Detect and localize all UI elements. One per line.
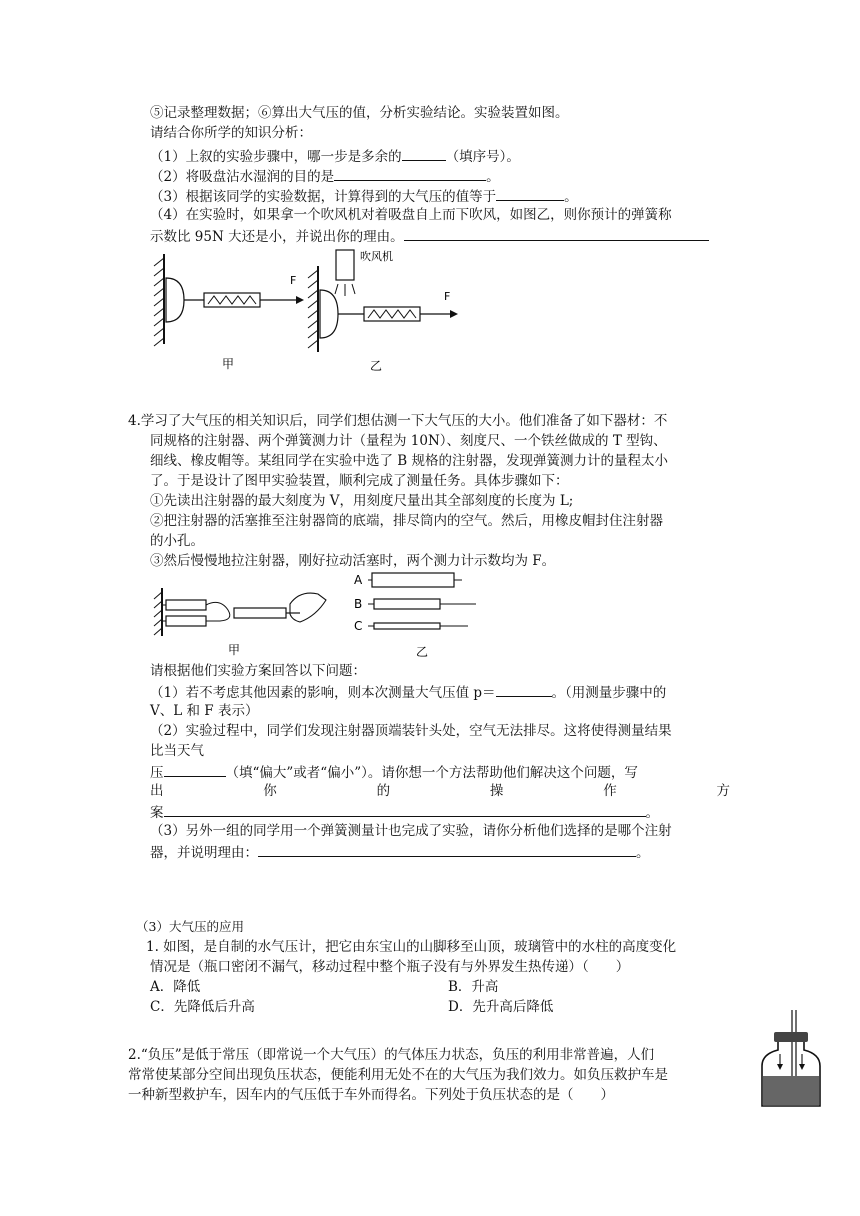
- figure-label-jia: 甲: [222, 357, 235, 371]
- q4-q3-line1: （3）另外一组的同学用一个弹簧测量计也完成了实验，请你分析他们选择的是哪个注射: [150, 823, 672, 839]
- option-a[interactable]: A．降低: [150, 979, 201, 995]
- q4-q2-line2: 比当天气: [150, 743, 204, 759]
- sec3-q2-line2: 常常使某部分空间出现负压状态，便能利用无处不在的大气压为我们效力。如负压救护车是: [128, 1067, 668, 1083]
- water-barometer-figure: [752, 1010, 828, 1110]
- wall-jia: [154, 588, 162, 636]
- answer-blank[interactable]: [164, 762, 226, 777]
- q3-part1: （1）上叙的实验步骤中，哪一步是多余的 （填序号）。: [150, 146, 520, 166]
- q4-step2-cont: 的小孔。: [150, 533, 204, 549]
- syringe-label-c: C: [354, 619, 363, 633]
- wall-right: [308, 266, 318, 352]
- option-b[interactable]: B．升高: [448, 979, 499, 995]
- q4-line3: 细线、橡皮帽等。某组同学在实验中选了 B 规格的注射器，发现弹簧测力计的量程太小: [150, 453, 669, 469]
- q4-q2-line1: （2）实验过程中，同学们发现注射器顶端装针头处，空气无法排尽。这将使得测量结果: [150, 723, 672, 739]
- answer-blank[interactable]: [164, 802, 646, 817]
- water: [763, 1076, 819, 1105]
- answer-blank[interactable]: [334, 166, 486, 181]
- spring-scale-right: [364, 307, 420, 321]
- sec3-q2-line3: 一种新型救护车，因车内的气压低于车外而得名。下列处于负压状态的是（ ）: [128, 1087, 614, 1103]
- answer-blank[interactable]: [496, 186, 564, 201]
- blower-label: 吹风机: [360, 250, 393, 263]
- force-label-left: F: [290, 274, 297, 287]
- q3-line1: ⑤记录整理数据；⑥算出大气压的值，分析实验结论。实验装置如图。: [150, 105, 569, 121]
- q4-line4: 了。于是设计了图甲实验装置，顺利完成了测量任务。具体步骤如下：: [150, 473, 569, 489]
- syringe-figure: [150, 568, 490, 660]
- q4-q3-line2: 器，并说明理由： 。: [150, 842, 650, 862]
- q3-part2: （2）将吸盘沾水湿润的目的是 。: [150, 166, 500, 186]
- answer-blank[interactable]: [258, 842, 636, 857]
- syringe-jia: [234, 608, 286, 618]
- q4-line1: 4.学习了大气压的相关知识后，同学们想估测一下大气压的大小。他们准备了如下器材：不: [128, 413, 668, 429]
- section-heading: （3）大气压的应用: [136, 919, 244, 934]
- q4-q1-line2: V、L 和 F 表示）: [150, 703, 259, 719]
- q4-q2-line5: 案 。: [150, 802, 659, 822]
- q4-line2: 同规格的注射器、两个弹簧测力计（量程为 10N）、刻度尺、一个铁丝做成的 T 型钩、: [150, 433, 667, 449]
- q3-line2: 请结合你所学的知识分析：: [150, 125, 312, 141]
- spring-scale-bottom: [166, 616, 206, 626]
- q4-q2-line3: 压 （填“偏大”或者“偏小”）。请你想一个方法帮助他们解决这个问题，写: [150, 762, 638, 782]
- hand-icon: [290, 593, 326, 622]
- sec3-q2-line1: 2.“负压”是低于常压（即常说一个大气压）的气体压力状态，负压的利用非常普遍，人们: [128, 1047, 655, 1063]
- syringe-b: [374, 599, 440, 609]
- q4-step3: ③然后慢慢地拉注射器，刚好拉动活塞时，两个测力计示数均为 F。: [150, 553, 556, 569]
- force-label-right: F: [444, 290, 451, 303]
- option-c[interactable]: C．先降低后升高: [150, 999, 255, 1015]
- q4-step2: ②把注射器的活塞推至注射器筒的底端，排尽筒内的空气。然后，用橡皮帽封住注射器: [150, 513, 663, 529]
- answer-blank[interactable]: [402, 146, 446, 161]
- syringe-label-b: B: [354, 597, 363, 611]
- figure-label-yi: 乙: [416, 645, 429, 659]
- q3-part4-line1: （4）在实验时，如果拿一个吹风机对着吸盘自上而下吹风，如图乙，则你预计的弹簧称: [150, 207, 672, 223]
- suction-cup-left: [166, 278, 184, 322]
- sec3-q1-line1: 1. 如图，是自制的水气压计，把它由东宝山的山脚移至山顶，玻璃管中的水柱的高度变化: [146, 939, 677, 955]
- q3-part3: （3）根据该同学的实验数据，计算得到的大气压的值等于 。: [150, 186, 578, 206]
- answer-blank[interactable]: [404, 226, 709, 241]
- bottle-stopper: [774, 1032, 808, 1042]
- q4-instruction: 请根据他们实验方案回答以下问题：: [150, 663, 366, 679]
- blower-icon: [336, 250, 354, 280]
- option-d[interactable]: D．先升高后降低: [448, 999, 554, 1015]
- syringe-c: [374, 623, 440, 629]
- q3-part4-line2: 示数比 95N 大还是小，并说出你的理由。: [150, 226, 709, 246]
- answer-blank[interactable]: [496, 682, 552, 697]
- syringe-label-a: A: [354, 573, 363, 587]
- sec3-q1-line2: 情况是（瓶口密闭不漏气，移动过程中整个瓶子没有与外界发生热传递）（ ）: [150, 959, 630, 975]
- figure-label-jia: 甲: [228, 643, 241, 657]
- wall-left: [154, 254, 164, 346]
- figure-label-yi: 乙: [370, 359, 383, 373]
- spring-scale-left: [204, 293, 260, 307]
- suction-cup-figure: [150, 246, 470, 376]
- suction-cup-right: [320, 290, 338, 338]
- spring-scale-top: [166, 600, 206, 610]
- airflow-lines: [335, 284, 355, 296]
- syringe-a: [372, 573, 454, 587]
- q4-step1: ①先读出注射器的最大刻度为 V，用刻度尺量出其全部刻度的长度为 L;: [150, 493, 574, 509]
- q4-q1-line1: （1）若不考虑其他因素的影响，则本次测量大气压值 p＝ 。（用测量步骤中的: [150, 682, 666, 702]
- q4-q2-line4: 出 你 的 操 作 方: [150, 783, 730, 799]
